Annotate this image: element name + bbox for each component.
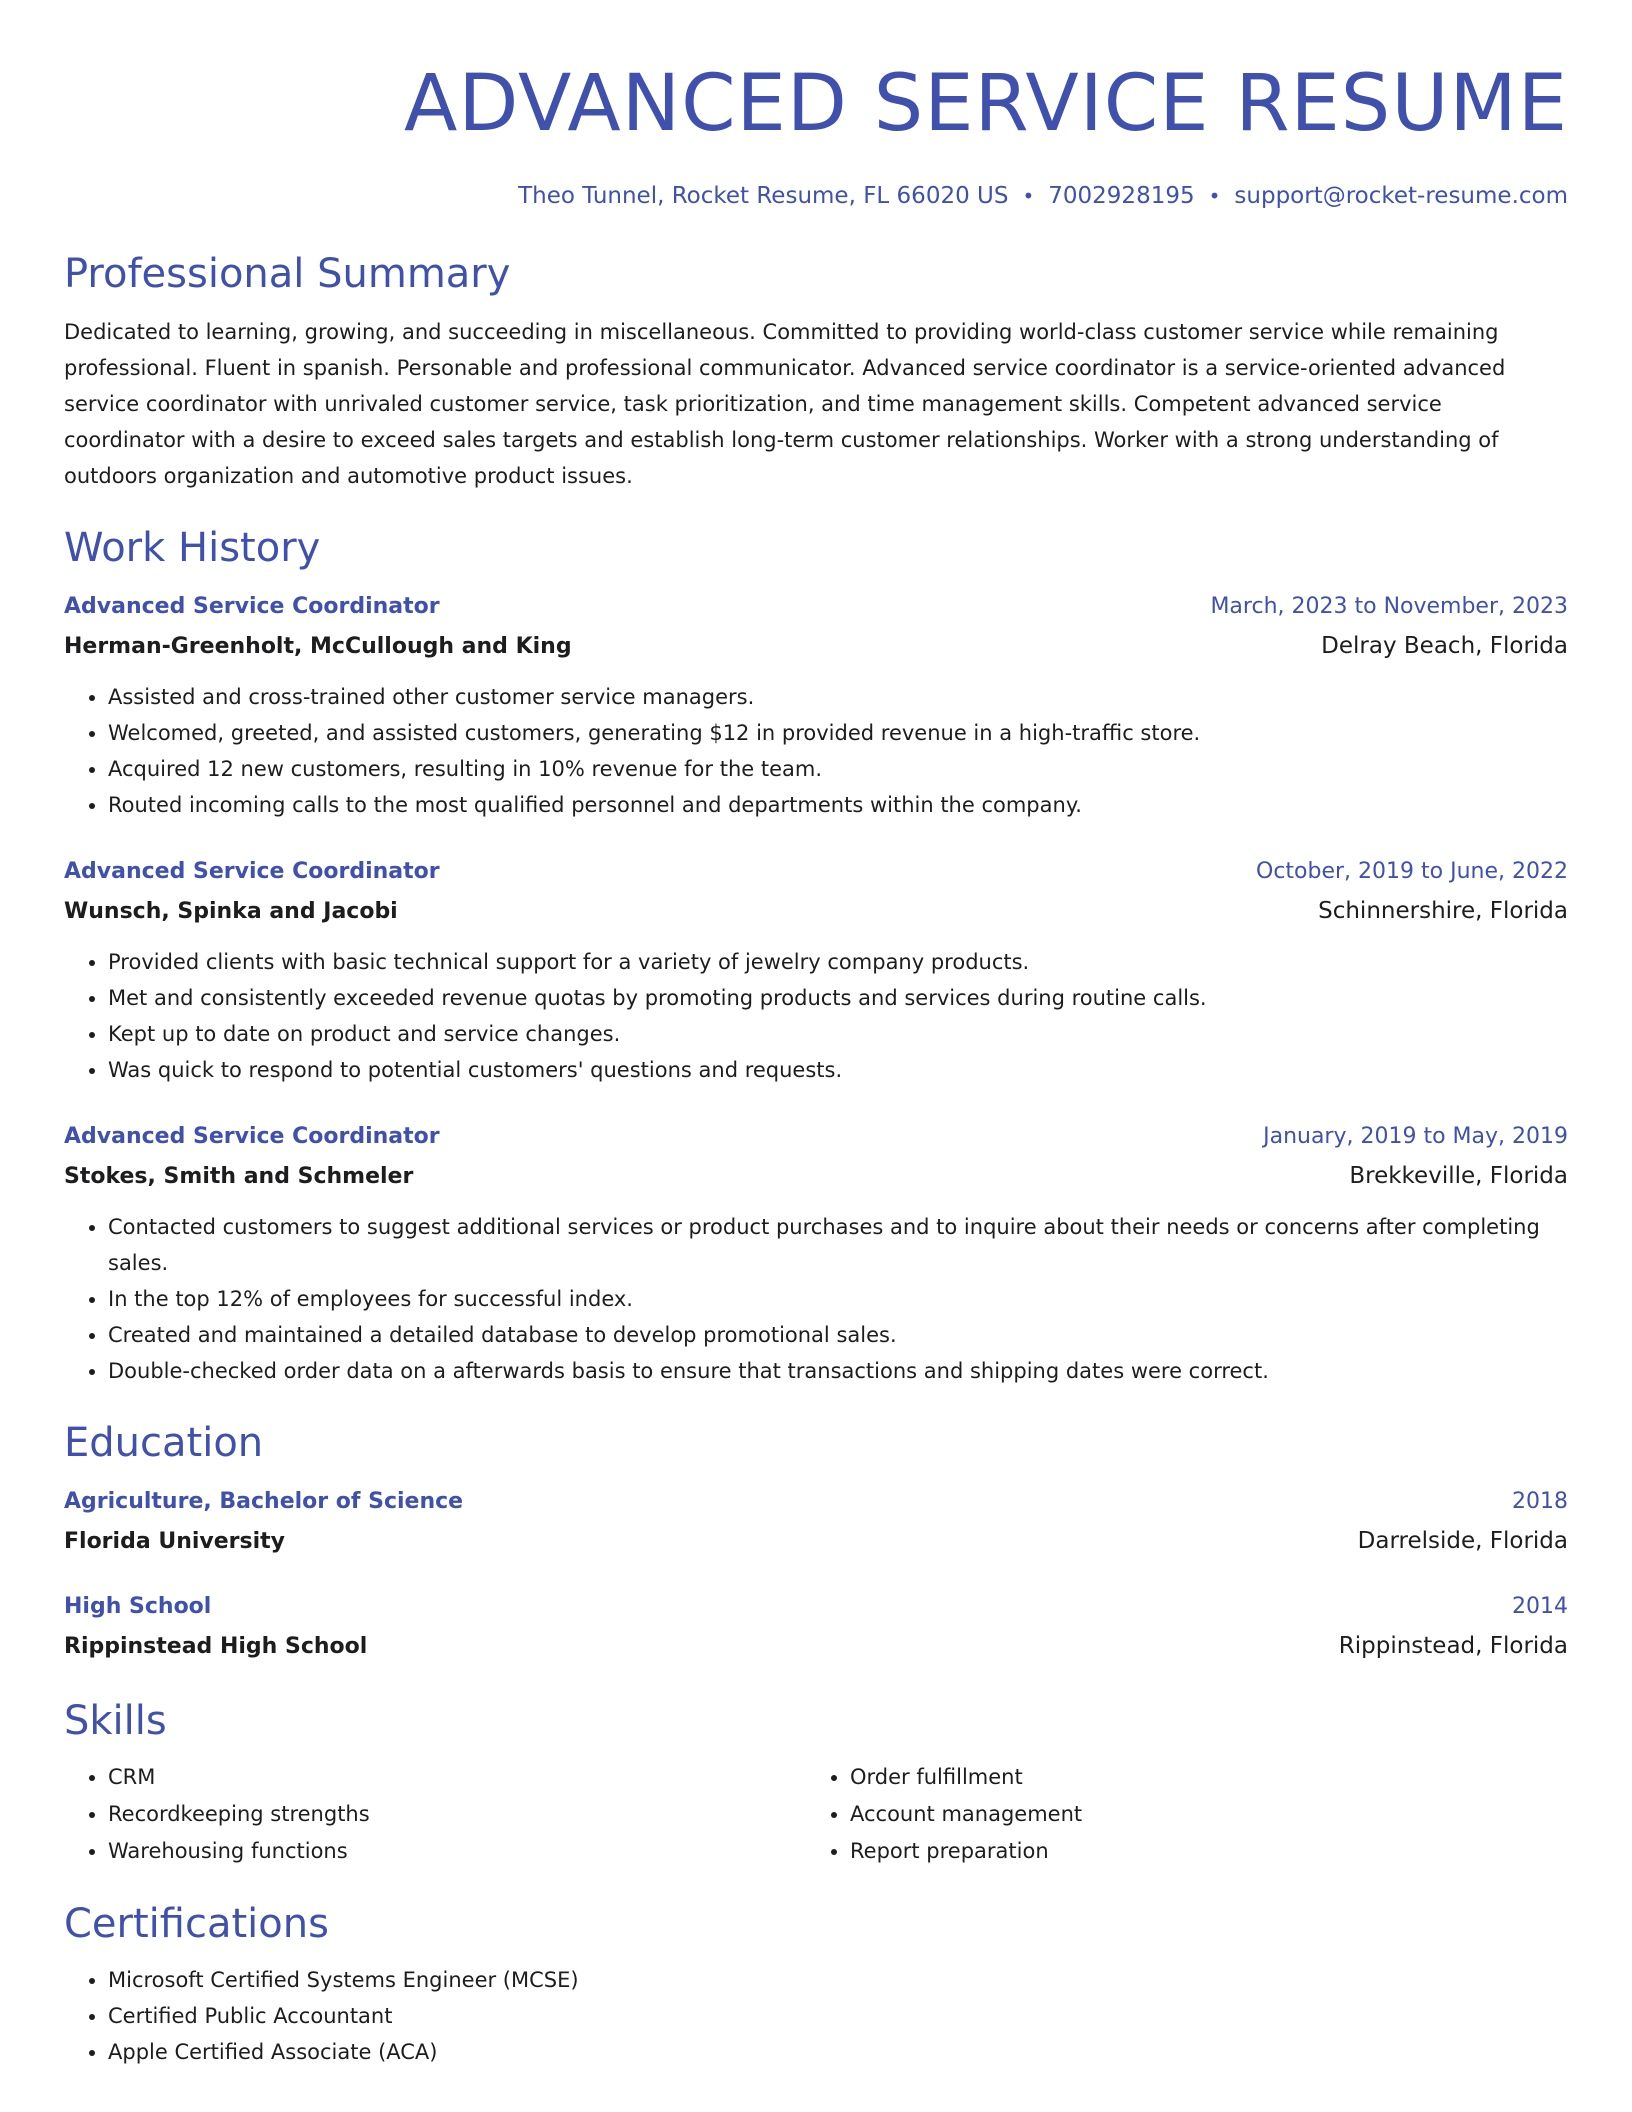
skill-item: • Warehousing functions bbox=[108, 1833, 806, 1870]
job-bullets bbox=[64, 679, 1568, 823]
job-entry bbox=[64, 853, 1568, 1088]
skill-item: • Order fulfillment bbox=[850, 1759, 1548, 1796]
education-degree: High School bbox=[64, 1594, 212, 1619]
skill-item: • CRM bbox=[108, 1759, 806, 1796]
education-school: Florida University bbox=[64, 1529, 285, 1554]
education-year: 2014 bbox=[1512, 1594, 1568, 1619]
job-role: Advanced Service Coordinator bbox=[64, 594, 440, 619]
skill-item: • Recordkeeping strengths bbox=[108, 1796, 806, 1833]
job-location: Brekkeville, Florida bbox=[1349, 1163, 1568, 1189]
certification-item: • Certified Public Accountant bbox=[108, 1998, 1568, 2034]
contact-address: Theo Tunnel, Rocket Resume, FL 66020 US bbox=[518, 183, 1009, 209]
resume-page bbox=[64, 0, 1568, 2070]
job-dates: March, 2023 to November, 2023 bbox=[1210, 594, 1568, 619]
job-bullet: • Routed incoming calls to the most qualified personnel and departments within the company. bbox=[108, 787, 1568, 823]
skill-item: • Account management bbox=[850, 1796, 1548, 1833]
job-bullet: • Provided clients with basic technical support for a variety of jewelry company products. bbox=[108, 944, 1568, 980]
resume-title: ADVANCED SERVICE RESUME bbox=[403, 59, 1568, 149]
skill-item: • Report preparation bbox=[850, 1833, 1548, 1870]
job-role: Advanced Service Coordinator bbox=[64, 859, 440, 884]
job-bullets bbox=[64, 1209, 1568, 1389]
education-heading: Education bbox=[64, 1420, 264, 1466]
job-bullet: • In the top 12% of employees for successful index. bbox=[108, 1281, 1568, 1317]
summary-heading: Professional Summary bbox=[64, 251, 511, 297]
certification-item: • Microsoft Certified Systems Engineer (MCSE) bbox=[108, 1962, 1568, 1998]
contact-phone: 7002928195 bbox=[1048, 183, 1195, 209]
job-dates: January, 2019 to May, 2019 bbox=[1263, 1124, 1568, 1149]
job-employer: Herman-Greenholt, McCullough and King bbox=[64, 634, 572, 659]
skills-left-list bbox=[64, 1759, 806, 1870]
job-bullet: • Was quick to respond to potential customers' questions and requests. bbox=[108, 1052, 1568, 1088]
job-bullet: • Double-checked order data on a afterwards basis to ensure that transactions and shipping dates were correct. bbox=[108, 1353, 1568, 1389]
education-school: Rippinstead High School bbox=[64, 1634, 368, 1659]
education-year: 2018 bbox=[1512, 1489, 1568, 1514]
skills-columns bbox=[64, 1759, 1568, 1870]
education-entry bbox=[64, 1483, 1568, 1562]
certifications-heading: Certifications bbox=[64, 1901, 329, 1947]
education-location: Rippinstead, Florida bbox=[1338, 1633, 1568, 1659]
job-bullet: • Assisted and cross-trained other customer service managers. bbox=[108, 679, 1568, 715]
contact-separator: • bbox=[1022, 184, 1035, 208]
job-location: Delray Beach, Florida bbox=[1321, 633, 1568, 659]
contact-line bbox=[64, 180, 1568, 212]
job-bullet: • Kept up to date on product and service changes. bbox=[108, 1016, 1568, 1052]
job-bullet: • Acquired 12 new customers, resulting in 10% revenue for the team. bbox=[108, 751, 1568, 787]
skills-heading: Skills bbox=[64, 1698, 167, 1744]
education-location: Darrelside, Florida bbox=[1357, 1528, 1568, 1554]
certifications-list bbox=[64, 1962, 1568, 2070]
education-degree: Agriculture, Bachelor of Science bbox=[64, 1489, 464, 1514]
education-entry bbox=[64, 1588, 1568, 1667]
contact-separator: • bbox=[1208, 184, 1221, 208]
job-bullet: • Contacted customers to suggest additional services or product purchases and to inquire about their needs or concerns after completing sales. bbox=[108, 1209, 1568, 1281]
contact-email: support@rocket-resume.com bbox=[1234, 183, 1568, 209]
job-employer: Stokes, Smith and Schmeler bbox=[64, 1164, 414, 1189]
certification-item: • Apple Certified Associate (ACA) bbox=[108, 2034, 1568, 2070]
skills-right-list bbox=[806, 1759, 1548, 1870]
work-history-heading: Work History bbox=[64, 525, 321, 571]
job-bullet: • Created and maintained a detailed database to develop promotional sales. bbox=[108, 1317, 1568, 1353]
job-bullets bbox=[64, 944, 1568, 1088]
summary-text: Dedicated to learning, growing, and succeeding in miscellaneous. Committed to providing world-class customer service while remaining professional. Fluent in spanish. Personable and professional communicator. Advanced service coordinator is a service-oriented advanced service coordinator with unrivaled customer service, task prioritization, and time management skills. Competent advanced service coordinator with a desire to exceed sales targets and establish long-term customer relationships. Worker with a strong understanding of outdoors organization and automotive product issues. bbox=[64, 320, 1506, 488]
job-role: Advanced Service Coordinator bbox=[64, 1124, 440, 1149]
job-entry bbox=[64, 1118, 1568, 1389]
job-bullet: • Welcomed, greeted, and assisted customers, generating $12 in provided revenue in a high-traffic store. bbox=[108, 715, 1568, 751]
job-dates: October, 2019 to June, 2022 bbox=[1256, 859, 1568, 884]
job-employer: Wunsch, Spinka and Jacobi bbox=[64, 899, 398, 924]
job-entry bbox=[64, 588, 1568, 823]
job-location: Schinnershire, Florida bbox=[1318, 898, 1568, 924]
job-bullet: • Met and consistently exceeded revenue quotas by promoting products and services during routine calls. bbox=[108, 980, 1568, 1016]
